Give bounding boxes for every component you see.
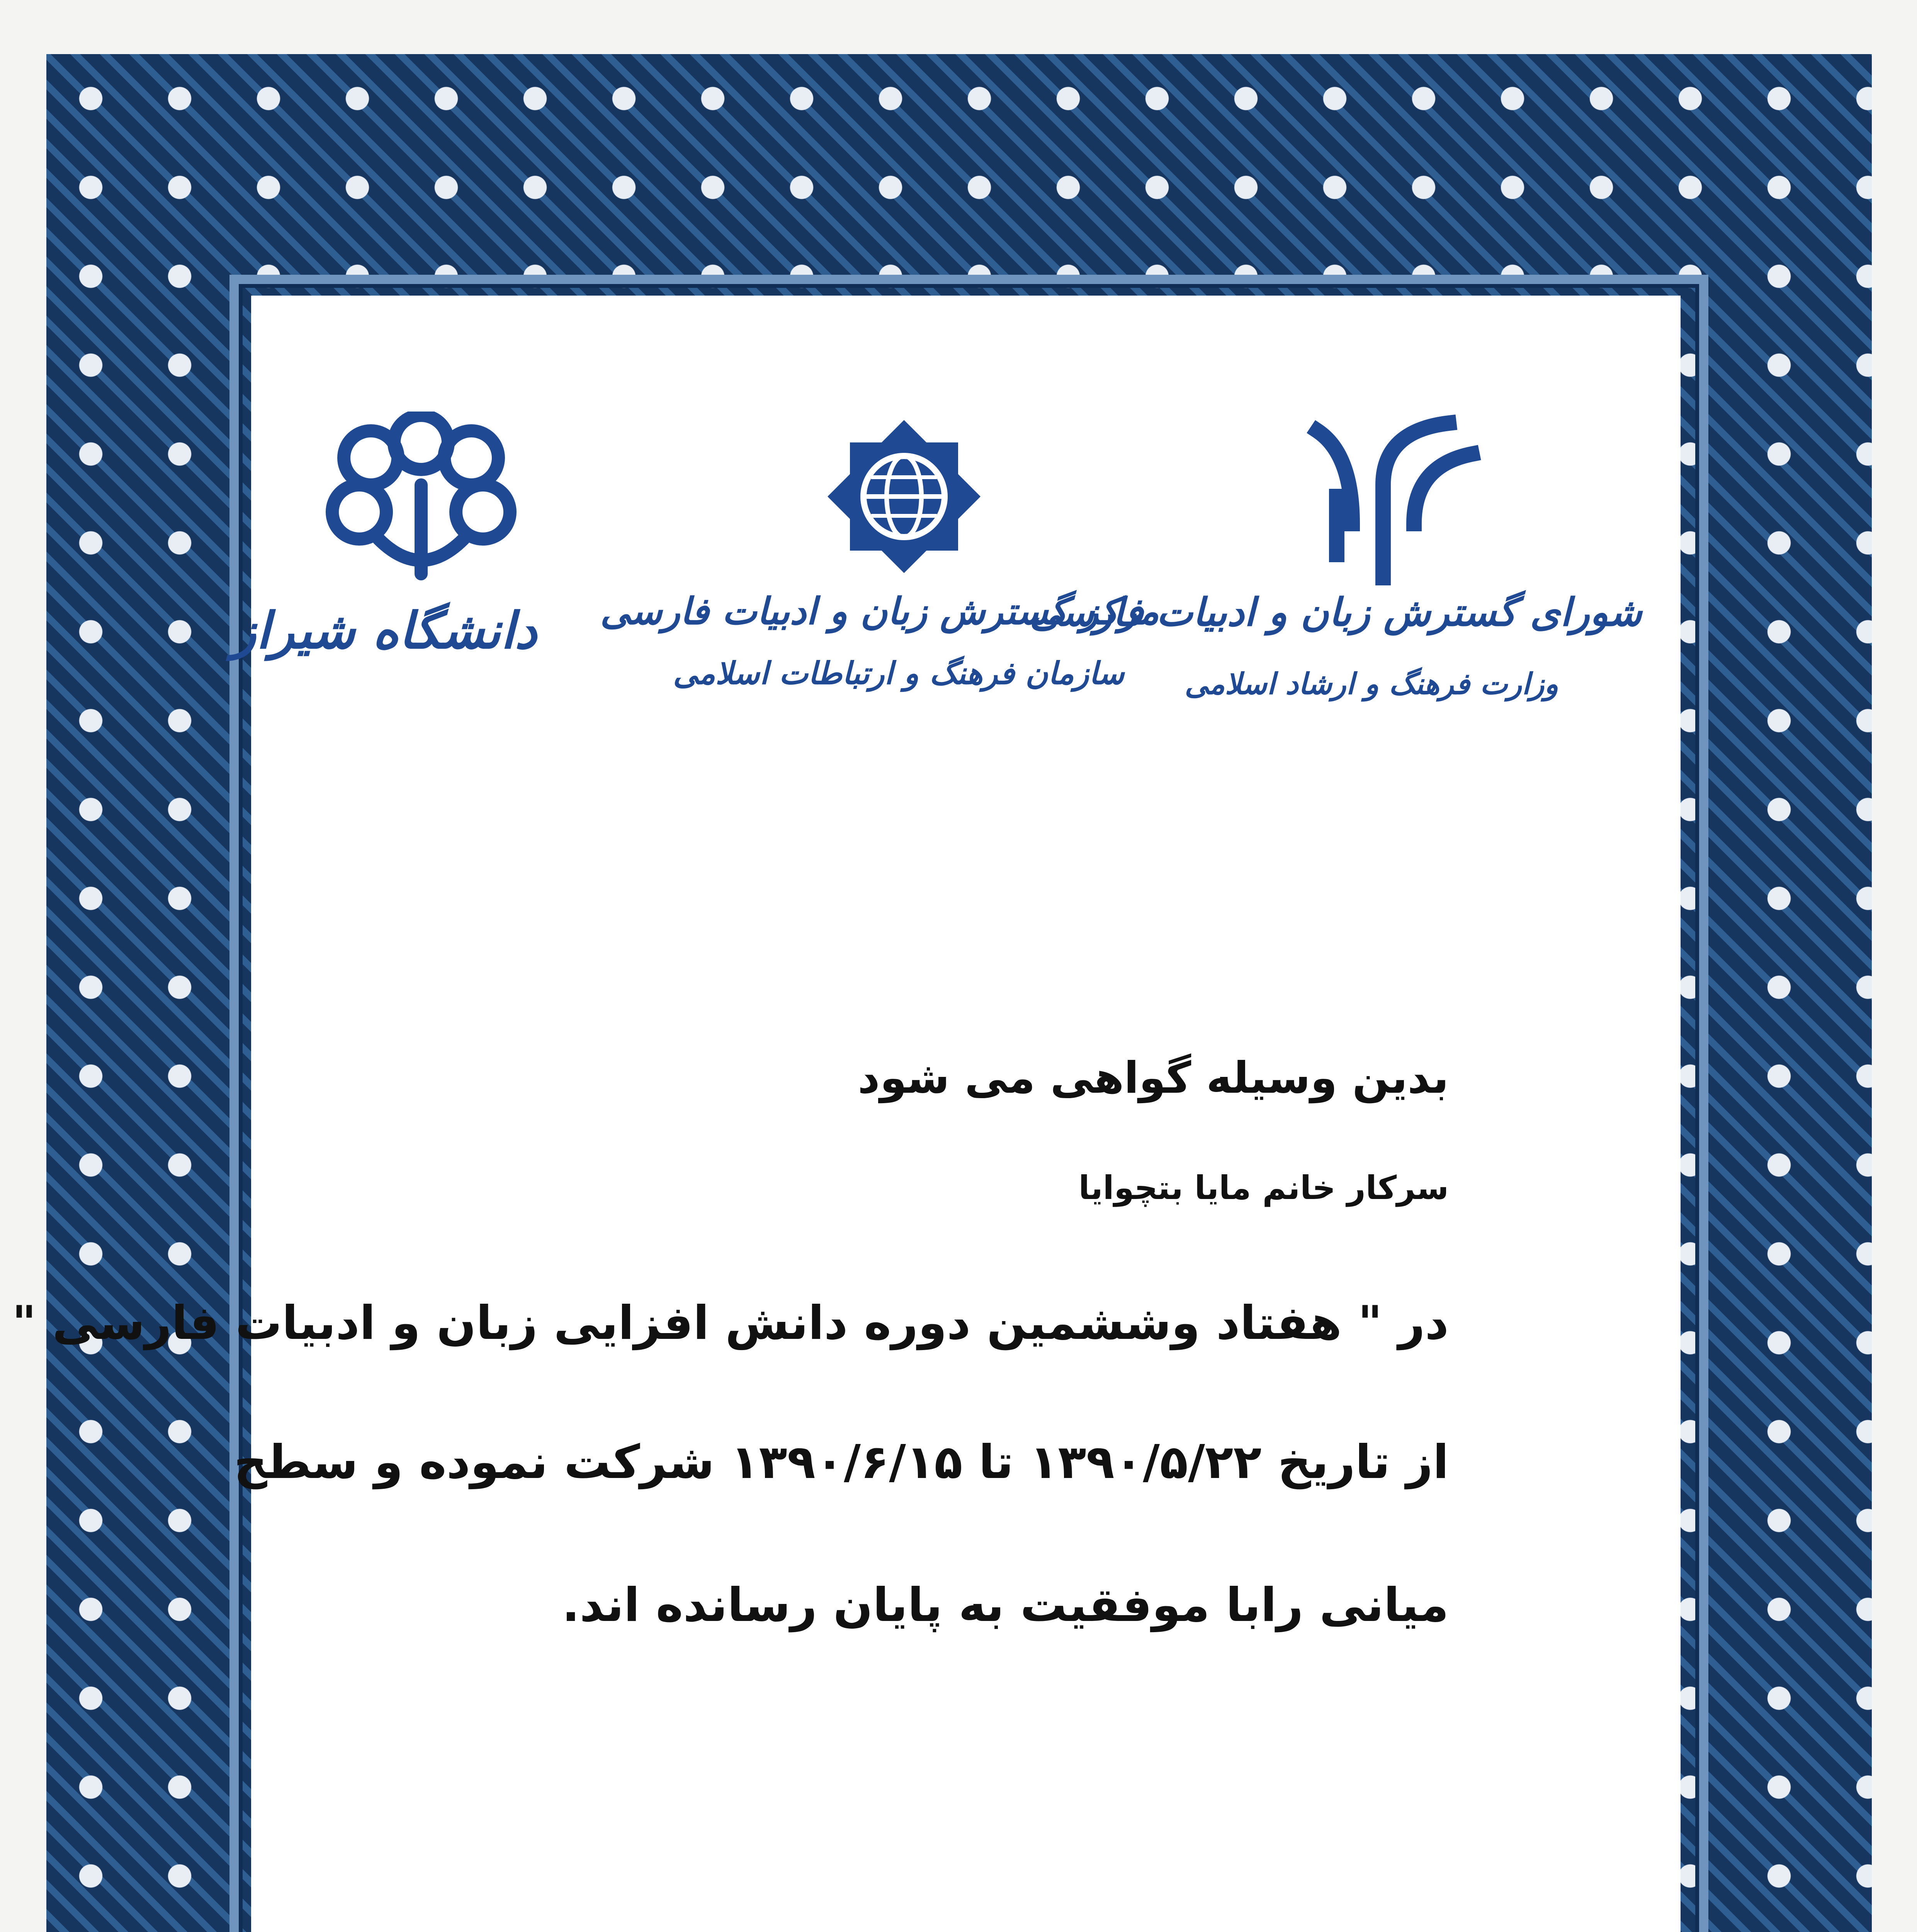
center-title: مرکز گسترش زبان و ادبیات فارسی bbox=[600, 589, 1159, 633]
completion-line: میانی رابا موفقیت به پایان رسانده اند. bbox=[562, 1578, 1449, 1632]
recipient-name: سرکار خانم مایا بتچوایا bbox=[1078, 1169, 1449, 1207]
council-title: شورای گسترش زبان و ادبیات فارسی bbox=[1029, 589, 1642, 635]
eight-point-star-globe-emblem-icon bbox=[823, 415, 985, 578]
certify-heading: بدین وسیله گواهی می شود bbox=[858, 1053, 1449, 1103]
council-emblem-icon bbox=[1286, 408, 1487, 585]
council-subtitle: وزارت فرهنگ و ارشاد اسلامی bbox=[1185, 667, 1558, 701]
certificate-paper bbox=[12, 296, 1681, 1932]
course-line: در " هفتاد وششمین دوره دانش افزایی زبان و ادبیات فارسی " bbox=[12, 1296, 1449, 1350]
shiraz-university-name: دانشگاه شیراز bbox=[232, 601, 537, 660]
date-line: از تاریخ ۱۳۹۰/۵/۲۲ تا ۱۳۹۰/۶/۱۵ شرکت نموده و سطح bbox=[234, 1435, 1449, 1489]
center-subtitle: سازمان فرهنگ و ارتباطات اسلامی bbox=[673, 655, 1124, 691]
shiraz-university-emblem-icon bbox=[313, 412, 529, 605]
